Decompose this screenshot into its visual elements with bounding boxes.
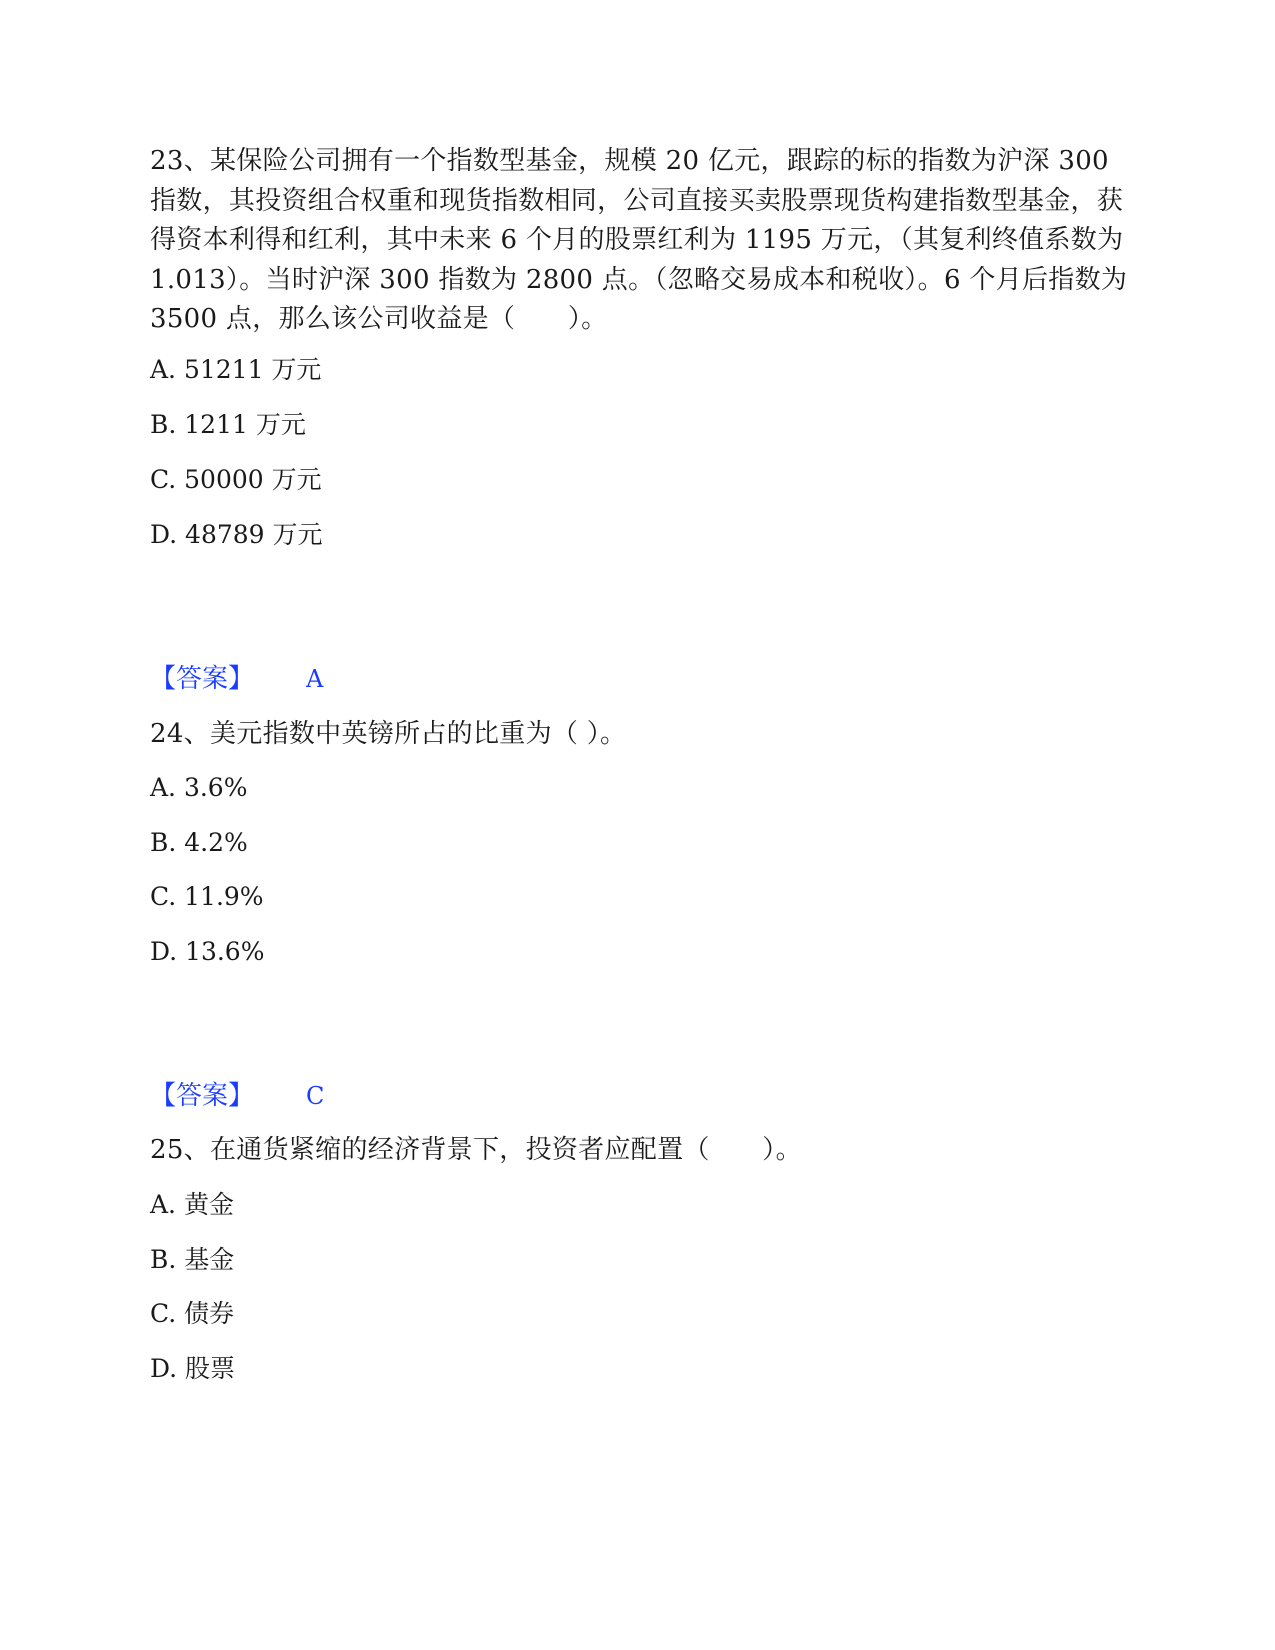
question-25-stem: 25、在通货紧缩的经济背景下，投资者应配置（ ）。 <box>150 1135 802 1165</box>
question-24-option-c: C. 11.9% <box>150 882 264 911</box>
question-23-option-a: A. 51211 万元 <box>150 355 322 384</box>
question-24-answer <box>150 1079 324 1113</box>
question-24-stem: 24、美元指数中英镑所占的比重为（ ）。 <box>150 719 627 749</box>
question-23-option-b: B. 1211 万元 <box>150 410 306 439</box>
question-24-option-a: A. 3.6% <box>150 773 248 802</box>
question-23-option-c: C. 50000 万元 <box>150 465 322 494</box>
question-25-option-b: B. 基金 <box>150 1245 235 1274</box>
answer-value: A <box>306 665 324 693</box>
question-23-stem: 23、某保险公司拥有一个指数型基金，规模 20 亿元，跟踪的标的指数为沪深 300 指数，其投资组合权重和现货指数相同，公司直接买卖股票现货构建指数型基金，获得资本利得和红利，其中未来 6 个月的股票红利为 1195 万元，（其复利终值系数为 1.013）。当时沪深 300 指数为 2800 点。（忽略交易成本和税收）。6 个月后指数为 3500 点，那么该公司收益是（ ）。 <box>150 146 1128 334</box>
question-24-option-b: B. 4.2% <box>150 828 248 857</box>
question-24-option-d: D. 13.6% <box>150 937 265 966</box>
answer-label: 【答案】 <box>150 1081 255 1111</box>
question-25-option-a: A. 黄金 <box>150 1190 234 1219</box>
question-25-option-c: C. 债券 <box>150 1299 235 1328</box>
answer-value: C <box>306 1082 325 1110</box>
question-25-option-d: D. 股票 <box>150 1354 236 1383</box>
question-23-option-d: D. 48789 万元 <box>150 520 323 549</box>
answer-label: 【答案】 <box>150 664 255 694</box>
question-23-answer <box>150 662 323 696</box>
